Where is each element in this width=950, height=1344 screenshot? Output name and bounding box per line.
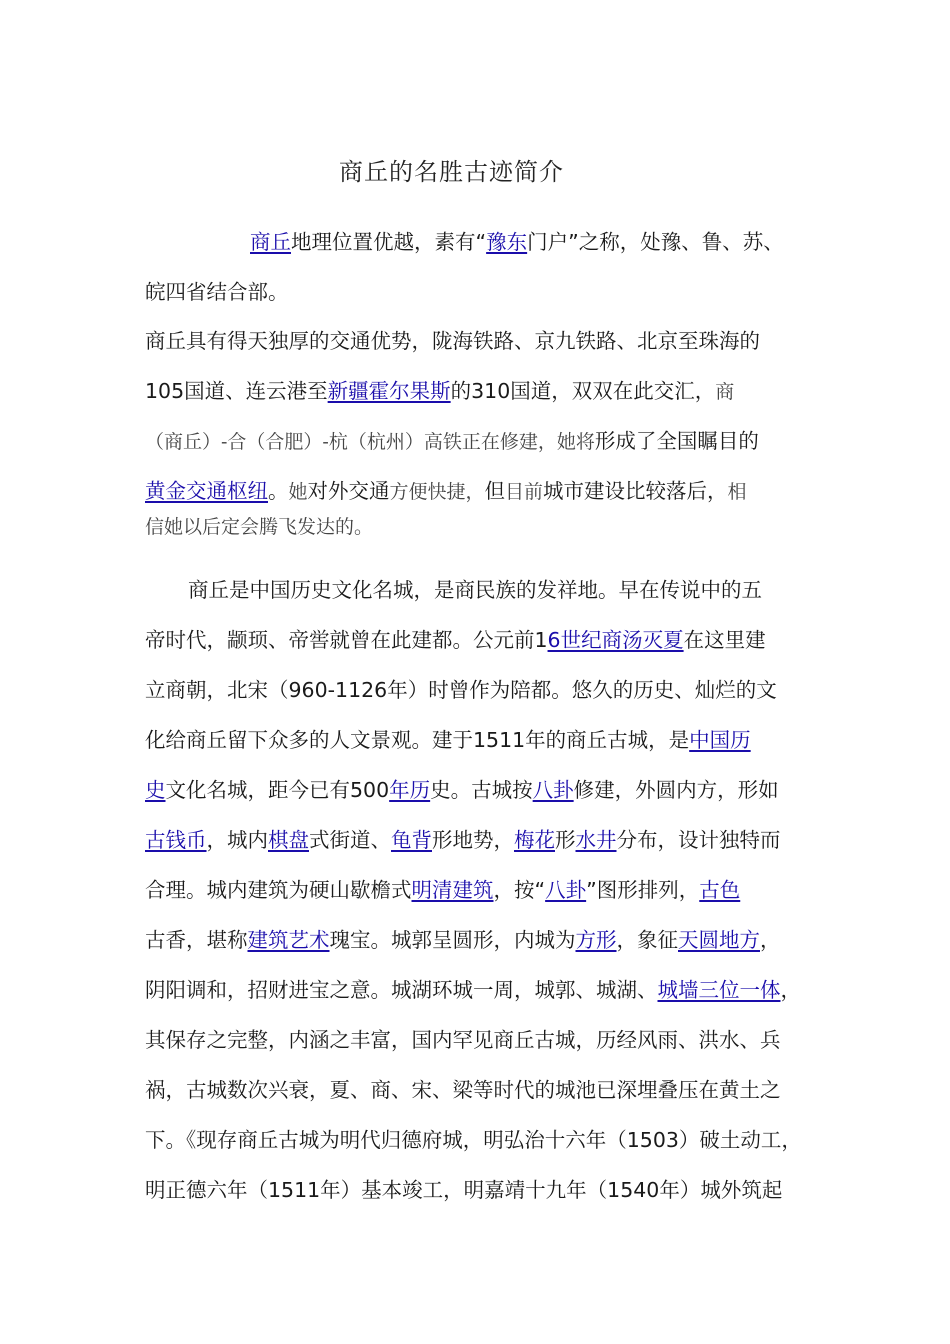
paragraph-1-line-1: 商丘地理位置优越，素有“豫东门户”之称，处豫、鲁、苏、 (250, 230, 784, 254)
paragraph-3-line-6: 古钱币，城内棋盘式街道、龟背形地势，梅花形水井分布，设计独特而 (145, 828, 781, 852)
link-plum-blossom[interactable]: 梅花 (514, 828, 555, 852)
paragraph-2-line-3: （商丘）-合（合肥）-杭（杭州）高铁正在修建，她将形成了全国瞩目的 (145, 429, 759, 453)
link-architectural-art[interactable]: 建筑艺术 (247, 928, 330, 952)
page-title: 商丘的名胜古迹简介 (339, 158, 564, 186)
link-chinese-history[interactable]: 中国历 (689, 728, 751, 752)
paragraph-2-line-5: 信她以后定会腾飞发达的。 (145, 516, 374, 538)
link-city-wall-trinity[interactable]: 城墙三位一体 (657, 978, 781, 1002)
link-ming-qing-architecture[interactable]: 明清建筑 (411, 878, 494, 902)
paragraph-3-line-5: 史文化名城，距今已有500年历史。古城按八卦修建，外圆内方，形如 (145, 778, 779, 802)
paragraph-2-line-2: 105国道、连云港至新疆霍尔果斯的310国道，双双在此交汇，商 (145, 379, 735, 403)
link-square[interactable]: 方形 (575, 928, 617, 952)
link-ancient-coin[interactable]: 古钱币 (145, 828, 207, 852)
link-turtle-back[interactable]: 龟背 (391, 828, 432, 852)
paragraph-3-line-9: 阴阳调和，招财进宝之意。城湖环城一周，城郭、城湖、城墙三位一体， (145, 978, 801, 1002)
paragraph-3-line-8: 古香，堪称建筑艺术瑰宝。城郭呈圆形，内城为方形，象征天圆地方， (145, 928, 781, 952)
paragraph-3-line-1: 商丘是中国历史文化名城，是商民族的发祥地。早在传说中的五 (188, 578, 762, 602)
paragraph-2-line-4: 黄金交通枢纽。她对外交通方便快捷，但目前城市建设比较落后，相 (145, 479, 747, 503)
paragraph-1-line-2: 皖四省结合部。 (145, 280, 289, 304)
link-golden-transport-hub[interactable]: 黄金交通枢纽 (145, 479, 268, 503)
link-round-heaven-square-earth[interactable]: 天圆地方 (678, 928, 760, 952)
link-history-cont[interactable]: 史 (145, 778, 166, 802)
link-years-history[interactable]: 年历 (389, 778, 431, 802)
paragraph-3-line-11: 祸，古城数次兴衰，夏、商、宋、梁等时代的城池已深埋叠压在黄土之 (145, 1078, 781, 1102)
paragraph-3-line-4: 化给商丘留下众多的人文景观。建于1511年的商丘古城，是中国历 (145, 728, 751, 752)
link-bagua-2[interactable]: 八卦 (545, 878, 587, 902)
paragraph-3-line-3: 立商朝，北宋（960-1126年）时曾作为陪都。悠久的历史、灿烂的文 (145, 678, 777, 702)
link-xinjiang-khorgos[interactable]: 新疆霍尔果斯 (327, 379, 451, 403)
link-antique[interactable]: 古色 (699, 878, 741, 902)
paragraph-3-line-13: 明正德六年（1511年）基本竣工，明嘉靖十九年（1540年）城外筑起 (145, 1178, 783, 1202)
paragraph-3-line-2: 帝时代，颛顼、帝喾就曾在此建都。公元前16世纪商汤灭夏在这里建 (145, 628, 766, 652)
link-shangqiu[interactable]: 商丘 (250, 230, 291, 254)
paragraph-3-line-10: 其保存之完整，内涵之丰富，国内罕见商丘古城，历经风雨、洪水、兵 (145, 1028, 781, 1052)
paragraph-2-line-1: 商丘具有得天独厚的交通优势，陇海铁路、京九铁路、北京至珠海的 (145, 329, 760, 353)
link-chessboard[interactable]: 棋盘 (268, 828, 309, 852)
link-yudong[interactable]: 豫东 (486, 230, 528, 254)
link-16th-century-tang[interactable]: 6世纪商汤灭夏 (547, 628, 684, 652)
link-bagua[interactable]: 八卦 (532, 778, 574, 802)
link-water-well[interactable]: 水井 (575, 828, 617, 852)
paragraph-3-line-7: 合理。城内建筑为硬山歇檐式明清建筑，按“八卦”图形排列，古色 (145, 878, 741, 902)
paragraph-3-line-12: 下。《现存商丘古城为明代归德府城，明弘治十六年（1503）破土动工， (145, 1128, 802, 1152)
